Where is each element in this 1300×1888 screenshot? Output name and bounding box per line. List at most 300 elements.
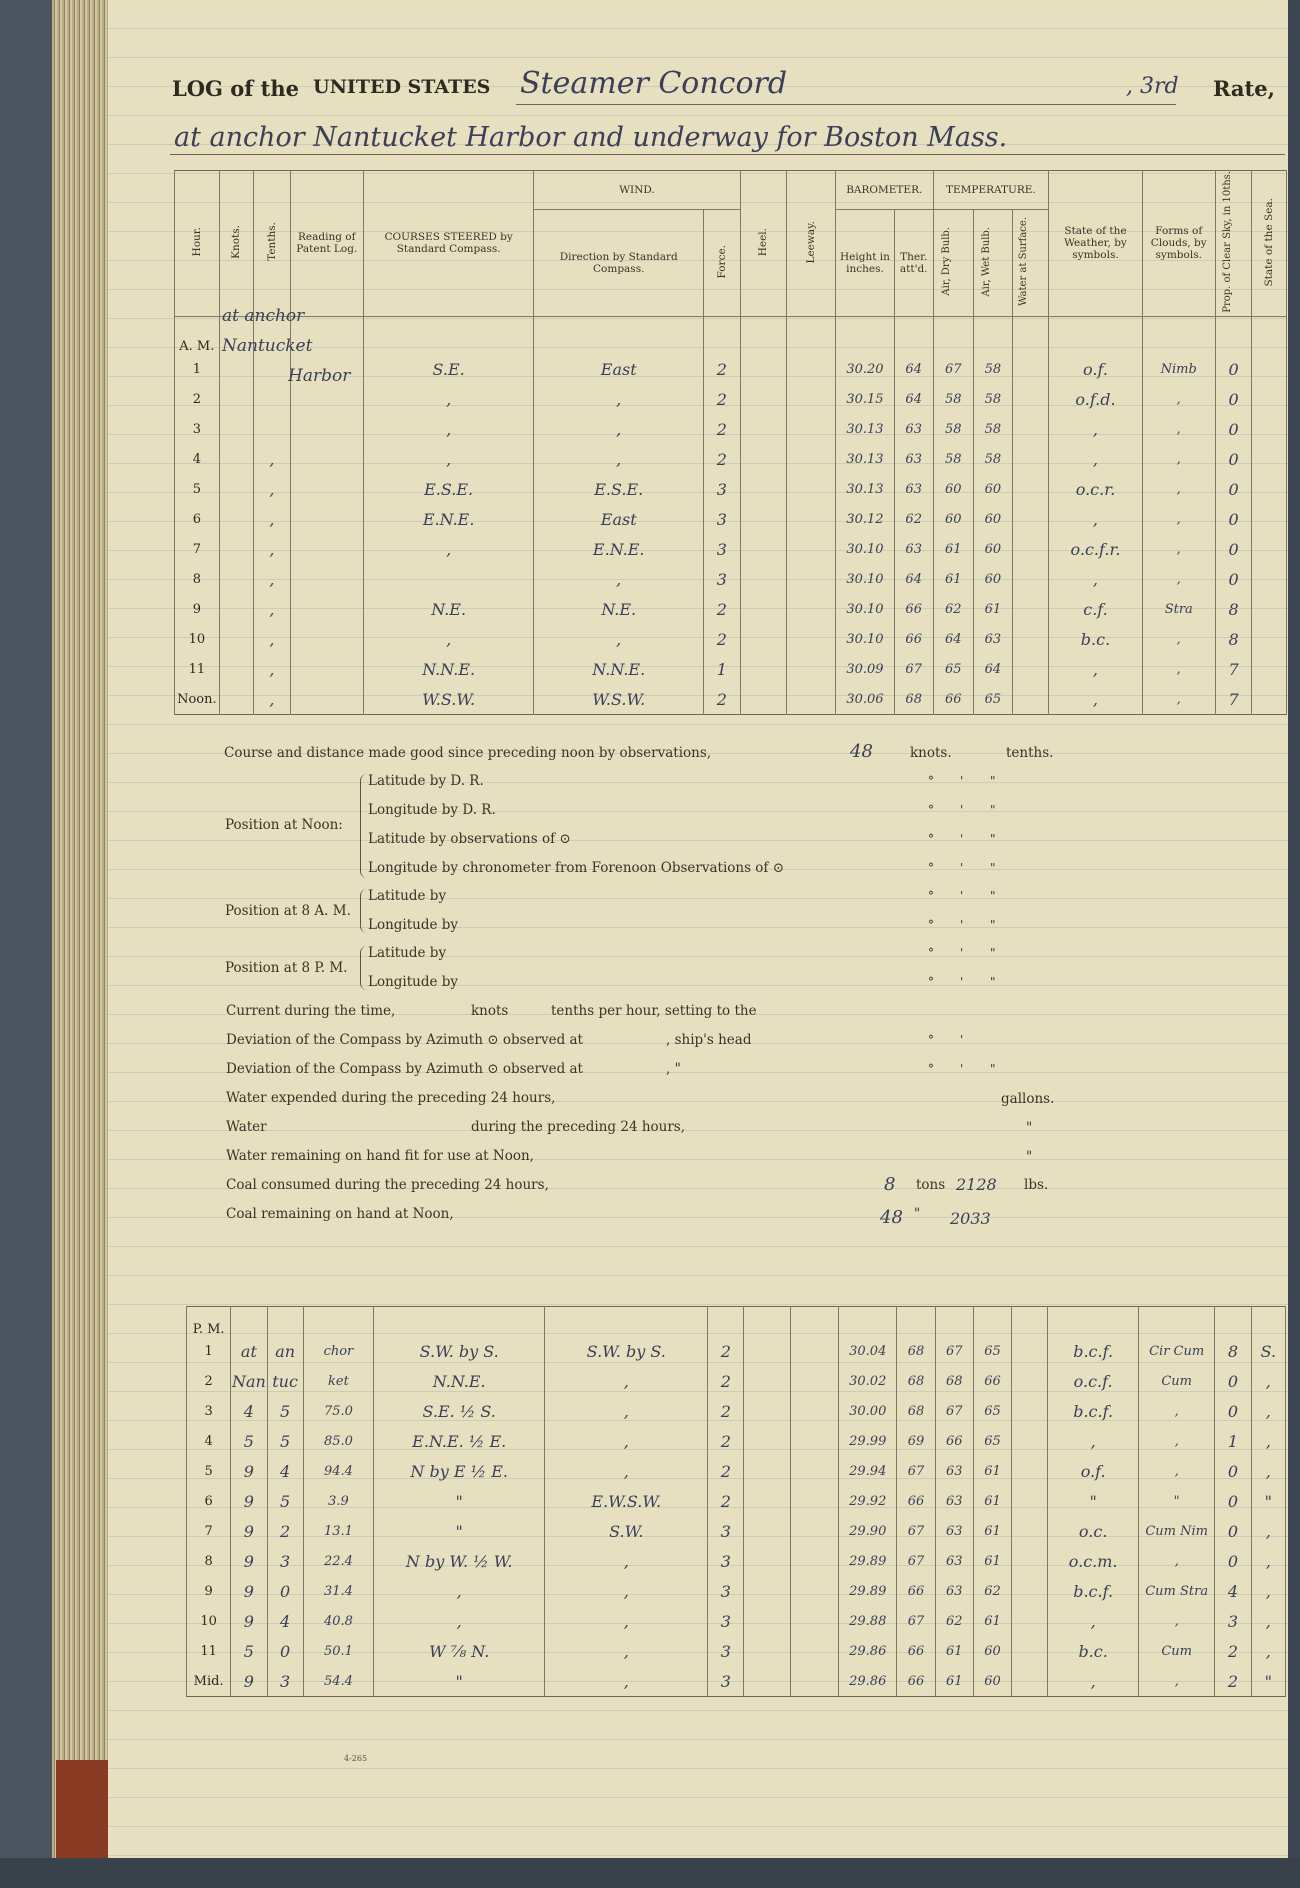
- course-cell: S.E.: [363, 354, 534, 384]
- sea-cell: ,: [1251, 1577, 1285, 1607]
- leeway-cell: [790, 1607, 838, 1637]
- sea-cell: [1252, 654, 1287, 684]
- hour-cell: 3: [187, 1397, 231, 1427]
- air-dry-cell: 67: [933, 354, 974, 384]
- leeway-cell: [787, 474, 836, 504]
- sea-cell: ,: [1251, 1517, 1285, 1547]
- pm-label-spacer: [374, 1307, 545, 1337]
- am-label-spacer: [1252, 316, 1287, 354]
- air-dry-cell: 60: [933, 474, 974, 504]
- coordinate-mark: ': [960, 946, 964, 960]
- water-label: Water: [226, 1119, 267, 1135]
- tenths-cell: [254, 354, 291, 384]
- wind-force-cell: 2: [704, 384, 741, 414]
- pm-label-spacer: [708, 1307, 744, 1337]
- clear-sky-cell: 0: [1215, 534, 1252, 564]
- ther-att-cell: 67: [894, 654, 933, 684]
- barometer-cell: 30.10: [836, 594, 895, 624]
- wind-force-cell: 3: [708, 1607, 744, 1637]
- pm-label-spacer: [839, 1307, 897, 1337]
- clouds-cell: Cum Nim: [1138, 1517, 1214, 1547]
- air-dry-cell: 61: [935, 1667, 973, 1697]
- clouds-cell: ,: [1142, 654, 1215, 684]
- wind-force-cell: 1: [704, 654, 741, 684]
- lat-obs-label: Latitude by observations of ⊙: [368, 831, 571, 847]
- tenths-cell: ,: [254, 684, 291, 714]
- weather-cell: o.c.m.: [1048, 1547, 1139, 1577]
- am-location-note: Harbor: [288, 366, 351, 386]
- leeway-cell: [787, 684, 836, 714]
- current-knots-label: knots: [471, 1003, 509, 1019]
- air-wet-cell: 60: [974, 534, 1013, 564]
- coal-consumed-lbs: 2128: [956, 1175, 997, 1194]
- wind-force-cell: 2: [708, 1487, 744, 1517]
- heel-cell: [744, 1397, 790, 1427]
- ther-att-cell: 67: [897, 1457, 935, 1487]
- wind-force-cell: 3: [704, 474, 741, 504]
- barometer-cell: 29.88: [839, 1607, 897, 1637]
- heel-cell: [744, 1547, 790, 1577]
- wind-direction-cell: N.E.: [534, 594, 704, 624]
- barometer-cell: 30.09: [836, 654, 895, 684]
- coordinate-mark: ': [960, 861, 964, 875]
- wind-direction-cell: ,: [534, 444, 704, 474]
- table-row: [175, 624, 1287, 654]
- knots-cell: [219, 624, 254, 654]
- tenths-cell: [254, 384, 291, 414]
- barometer-cell: 29.86: [839, 1667, 897, 1697]
- wind-force-cell: 2: [708, 1367, 744, 1397]
- water-surface-cell: [1012, 624, 1049, 654]
- ther-att-cell: 64: [894, 564, 933, 594]
- tenths-cell: 0: [267, 1577, 303, 1607]
- air-wet-cell: 60: [973, 1667, 1011, 1697]
- heel-cell: [744, 1577, 790, 1607]
- water-surface-cell: [1012, 1427, 1048, 1457]
- wind-force-cell: 3: [704, 504, 741, 534]
- tenths-cell: 5: [267, 1427, 303, 1457]
- pm-label-spacer: [267, 1307, 303, 1337]
- barometer-cell: 30.13: [836, 444, 895, 474]
- tenths-cell: ,: [254, 444, 291, 474]
- clouds-cell: ,: [1142, 504, 1215, 534]
- lat-dr-label: Latitude by D. R.: [368, 773, 484, 789]
- weather-cell: o.c.r.: [1049, 474, 1142, 504]
- pm-label-spacer: [973, 1307, 1011, 1337]
- pm-label-spacer: [790, 1307, 838, 1337]
- weather-cell: o.f.: [1048, 1457, 1139, 1487]
- am-label-spacer: [704, 316, 741, 354]
- course-cell: ": [374, 1517, 545, 1547]
- position-8am-brace: [360, 889, 367, 933]
- ther-att-cell: 64: [894, 354, 933, 384]
- coordinate-mark: ": [990, 975, 996, 989]
- wind-direction-cell: ,: [534, 564, 704, 594]
- patent-log-cell: 50.1: [303, 1637, 373, 1667]
- weather-cell: ,: [1049, 654, 1142, 684]
- clear-sky-cell: 0: [1215, 1517, 1251, 1547]
- coordinate-mark: °: [928, 1033, 934, 1047]
- wind-direction-cell: W.S.W.: [534, 684, 704, 714]
- deviation2-ditto: , ": [666, 1061, 681, 1077]
- table-row: [175, 594, 1287, 624]
- barometer-cell: 30.15: [836, 384, 895, 414]
- coordinate-mark: ": [990, 861, 996, 875]
- heel-header: Heel.: [740, 171, 787, 317]
- table-row: [187, 1337, 1286, 1367]
- leeway-cell: [790, 1487, 838, 1517]
- air-dry-cell: 61: [935, 1637, 973, 1667]
- air-wet-cell: 65: [974, 684, 1013, 714]
- table-row: [187, 1397, 1286, 1427]
- weather-cell: o.f.: [1049, 354, 1142, 384]
- weather-header: State of the Weather, by symbols.: [1049, 171, 1142, 317]
- knots-cell: 9: [231, 1607, 267, 1637]
- clear-sky-cell: 0: [1215, 444, 1252, 474]
- course-distance-value: 48: [850, 741, 873, 762]
- wind-force-cell: 2: [704, 594, 741, 624]
- wind-force-cell: 2: [704, 354, 741, 384]
- patent-log-cell: [290, 594, 363, 624]
- wind-force-cell: 3: [708, 1547, 744, 1577]
- tenths-header: Tenths.: [254, 171, 291, 317]
- water-surface-cell: [1012, 594, 1049, 624]
- wind-force-header: Force.: [704, 210, 741, 317]
- position-noon-label: Position at Noon:: [225, 817, 343, 833]
- coordinate-mark: ': [960, 832, 964, 846]
- hour-cell: 7: [187, 1517, 231, 1547]
- weather-cell: ,: [1049, 504, 1142, 534]
- clouds-cell: Cum: [1138, 1637, 1214, 1667]
- ther-att-cell: 69: [897, 1427, 935, 1457]
- leeway-cell: [787, 624, 836, 654]
- table-row: [187, 1457, 1286, 1487]
- deviation2-label: Deviation of the Compass by Azimuth ⊙ observed at: [226, 1061, 583, 1077]
- leeway-cell: [790, 1667, 838, 1697]
- clear-sky-cell: 8: [1215, 594, 1252, 624]
- hour-cell: 4: [175, 444, 220, 474]
- patent-log-header: Reading of Patent Log.: [290, 171, 363, 317]
- patent-log-cell: [290, 654, 363, 684]
- clouds-cell: Cir Cum: [1138, 1337, 1214, 1367]
- hour-cell: 6: [187, 1487, 231, 1517]
- coordinate-mark: ': [960, 1033, 964, 1047]
- wind-direction-cell: ,: [545, 1397, 708, 1427]
- sea-cell: ,: [1251, 1607, 1285, 1637]
- wind-force-cell: 2: [708, 1427, 744, 1457]
- pm-label-spacer: [303, 1307, 373, 1337]
- air-dry-cell: 62: [933, 594, 974, 624]
- pm-label-spacer: [744, 1307, 790, 1337]
- air-wet-cell: 58: [974, 354, 1013, 384]
- table-row: [187, 1637, 1286, 1667]
- book-spine: [52, 0, 110, 1862]
- barometer-cell: 29.99: [839, 1427, 897, 1457]
- ther-att-cell: 63: [894, 414, 933, 444]
- air-wet-header: Air, Wet Bulb.: [974, 210, 1013, 317]
- air-wet-cell: 65: [973, 1337, 1011, 1367]
- sea-cell: [1252, 504, 1287, 534]
- sea-cell: ,: [1251, 1427, 1285, 1457]
- water-surface-cell: [1012, 354, 1049, 384]
- lon-chrono-label: Longitude by chronometer from Forenoon Observations of ⊙: [368, 860, 785, 876]
- sea-cell: [1252, 624, 1287, 654]
- air-wet-cell: 63: [974, 624, 1013, 654]
- knots-cell: [219, 684, 254, 714]
- ther-att-cell: 67: [897, 1547, 935, 1577]
- log-of-label: LOG of the: [172, 76, 299, 101]
- current-tenths-label: tenths per hour, setting to the: [551, 1003, 757, 1019]
- sea-cell: [1252, 384, 1287, 414]
- ther-att-cell: 66: [897, 1487, 935, 1517]
- clear-sky-cell: 0: [1215, 474, 1252, 504]
- tenths-cell: ,: [254, 624, 291, 654]
- hour-cell: 9: [187, 1577, 231, 1607]
- tenths-cell: ,: [254, 594, 291, 624]
- weather-cell: ,: [1048, 1667, 1139, 1697]
- lbs-unit: lbs.: [1024, 1177, 1049, 1193]
- air-dry-cell: 58: [933, 414, 974, 444]
- weather-cell: o.c.f.: [1048, 1367, 1139, 1397]
- coal-remaining-tons: 48: [880, 1207, 903, 1228]
- knots-cell: [219, 444, 254, 474]
- knots-cell: 9: [231, 1487, 267, 1517]
- wind-direction-cell: ,: [534, 414, 704, 444]
- knots-cell: 5: [231, 1637, 267, 1667]
- water-surface-cell: [1012, 1547, 1048, 1577]
- leeway-cell: [787, 444, 836, 474]
- barometer-cell: 30.10: [836, 564, 895, 594]
- temperature-header: TEMPERATURE.: [933, 171, 1049, 210]
- hour-cell: 5: [175, 474, 220, 504]
- pm-label-spacer: [1215, 1307, 1251, 1337]
- clouds-cell: ,: [1142, 444, 1215, 474]
- coordinate-mark: °: [928, 975, 934, 989]
- patent-log-cell: ket: [303, 1367, 373, 1397]
- barometer-cell: 30.06: [836, 684, 895, 714]
- wind-direction-cell: ,: [534, 384, 704, 414]
- heel-cell: [740, 624, 787, 654]
- tenths-cell: ,: [254, 474, 291, 504]
- weather-cell: ,: [1049, 414, 1142, 444]
- leeway-cell: [787, 504, 836, 534]
- leeway-cell: [787, 654, 836, 684]
- air-wet-cell: 58: [974, 384, 1013, 414]
- air-dry-cell: 67: [935, 1337, 973, 1367]
- patent-log-cell: [290, 444, 363, 474]
- lat-8pm-label: Latitude by: [368, 945, 447, 961]
- clouds-cell: ,: [1142, 534, 1215, 564]
- wind-direction-cell: S.W.: [545, 1517, 708, 1547]
- table-row: [175, 384, 1287, 414]
- am-label-spacer: [974, 316, 1013, 354]
- wind-direction-cell: ,: [545, 1457, 708, 1487]
- knots-cell: 4: [231, 1397, 267, 1427]
- am-label-spacer: [534, 316, 704, 354]
- weather-cell: o.c.: [1048, 1517, 1139, 1547]
- am-label-spacer: [1049, 316, 1142, 354]
- leeway-cell: [790, 1637, 838, 1667]
- coordinate-mark: °: [928, 1062, 934, 1076]
- patent-log-cell: [290, 684, 363, 714]
- lon-8pm-label: Longitude by: [368, 974, 459, 990]
- hour-cell: 9: [175, 594, 220, 624]
- sea-cell: ,: [1251, 1637, 1285, 1667]
- ther-att-cell: 63: [894, 444, 933, 474]
- air-wet-cell: 66: [973, 1367, 1011, 1397]
- weather-cell: b.c.f.: [1048, 1397, 1139, 1427]
- sea-header: State of the Sea.: [1252, 171, 1287, 317]
- course-cell: W.S.W.: [363, 684, 534, 714]
- table-row: [187, 1517, 1286, 1547]
- course-cell: ,: [363, 534, 534, 564]
- sea-cell: [1252, 594, 1287, 624]
- sea-cell: ,: [1251, 1367, 1285, 1397]
- vessel-name: Steamer Concord: [520, 66, 788, 101]
- hour-cell: 7: [175, 534, 220, 564]
- table-row: [175, 564, 1287, 594]
- knots-cell: 9: [231, 1547, 267, 1577]
- patent-log-cell: 13.1: [303, 1517, 373, 1547]
- wind-direction-cell: ,: [545, 1547, 708, 1577]
- knots-cell: [219, 594, 254, 624]
- background-bottom: [0, 1858, 1300, 1888]
- clouds-cell: Cum Stra: [1138, 1577, 1214, 1607]
- patent-log-cell: [290, 414, 363, 444]
- tenths-unit: tenths.: [1006, 745, 1054, 761]
- ther-att-cell: 63: [894, 474, 933, 504]
- am-label-spacer: [933, 316, 974, 354]
- tenths-cell: 3: [267, 1667, 303, 1697]
- pm-label-spacer: [1138, 1307, 1214, 1337]
- air-wet-cell: 58: [974, 444, 1013, 474]
- am-label-spacer: [787, 316, 836, 354]
- water-surface-cell: [1012, 474, 1049, 504]
- pm-label-spacer: [897, 1307, 935, 1337]
- ther-att-header: Ther. att'd.: [894, 210, 933, 317]
- air-wet-cell: 62: [973, 1577, 1011, 1607]
- tenths-cell: ,: [254, 564, 291, 594]
- wind-force-cell: 2: [708, 1457, 744, 1487]
- height-header: Height in inches.: [836, 210, 895, 317]
- wind-direction-cell: East: [534, 504, 704, 534]
- sea-cell: [1252, 474, 1287, 504]
- am-label-spacer: [1142, 316, 1215, 354]
- tenths-cell: an: [267, 1337, 303, 1367]
- hour-cell: 2: [175, 384, 220, 414]
- deviation1-label: Deviation of the Compass by Azimuth ⊙ observed at: [226, 1032, 583, 1048]
- sea-cell: ": [1251, 1667, 1285, 1697]
- clear-sky-cell: 8: [1215, 1337, 1251, 1367]
- clouds-cell: ,: [1138, 1427, 1214, 1457]
- weather-cell: ,: [1048, 1607, 1139, 1637]
- wind-force-cell: 3: [708, 1577, 744, 1607]
- coordinate-mark: °: [928, 832, 934, 846]
- course-cell: N by W. ½ W.: [374, 1547, 545, 1577]
- hour-header: Hour.: [175, 171, 220, 317]
- clear-sky-cell: 0: [1215, 384, 1252, 414]
- clear-sky-cell: 0: [1215, 1547, 1251, 1577]
- ther-att-cell: 62: [894, 504, 933, 534]
- air-wet-cell: 60: [974, 474, 1013, 504]
- ther-att-cell: 66: [897, 1667, 935, 1697]
- patent-log-cell: 31.4: [303, 1577, 373, 1607]
- wind-direction-cell: E.S.E.: [534, 474, 704, 504]
- heel-cell: [744, 1427, 790, 1457]
- barometer-cell: 30.12: [836, 504, 895, 534]
- knots-cell: [219, 654, 254, 684]
- knots-cell: at: [231, 1337, 267, 1367]
- barometer-cell: 30.10: [836, 534, 895, 564]
- wind-force-cell: 2: [704, 684, 741, 714]
- am-label-spacer: [1012, 316, 1049, 354]
- position-8pm-label: Position at 8 P. M.: [225, 960, 348, 976]
- air-wet-cell: 64: [974, 654, 1013, 684]
- patent-log-cell: [290, 474, 363, 504]
- hour-cell: 1: [187, 1337, 231, 1367]
- weather-cell: ": [1048, 1487, 1139, 1517]
- table-row: [187, 1427, 1286, 1457]
- leeway-cell: [790, 1517, 838, 1547]
- knots-unit: knots.: [910, 745, 952, 761]
- air-wet-cell: 61: [973, 1607, 1011, 1637]
- patent-log-cell: 75.0: [303, 1397, 373, 1427]
- water-surface-cell: [1012, 384, 1049, 414]
- heel-cell: [740, 384, 787, 414]
- clear-sky-cell: 0: [1215, 1487, 1251, 1517]
- barometer-cell: 29.89: [839, 1577, 897, 1607]
- air-wet-cell: 61: [973, 1517, 1011, 1547]
- knots-cell: Nan: [231, 1367, 267, 1397]
- clouds-cell: Stra: [1142, 594, 1215, 624]
- clouds-cell: ,: [1142, 624, 1215, 654]
- position-noon-brace: [360, 774, 367, 878]
- am-label-spacer: [894, 316, 933, 354]
- wind-force-cell: 2: [708, 1397, 744, 1427]
- pm-label-spacer: [545, 1307, 708, 1337]
- coordinate-mark: ': [960, 803, 964, 817]
- hour-cell: 1: [175, 354, 220, 384]
- air-dry-cell: 58: [933, 444, 974, 474]
- clear-sky-cell: 0: [1215, 1367, 1251, 1397]
- patent-log-cell: 54.4: [303, 1667, 373, 1697]
- pm-label-spacer: [1048, 1307, 1139, 1337]
- table-row: [175, 654, 1287, 684]
- sea-cell: S.: [1251, 1337, 1285, 1367]
- course-cell: S.W. by S.: [374, 1337, 545, 1367]
- sea-cell: ,: [1251, 1457, 1285, 1487]
- patent-log-cell: [290, 624, 363, 654]
- heel-cell: [740, 564, 787, 594]
- knots-cell: [219, 564, 254, 594]
- clouds-cell: ,: [1142, 684, 1215, 714]
- air-dry-cell: 61: [933, 564, 974, 594]
- ther-att-cell: 68: [897, 1367, 935, 1397]
- coal-remaining-label: Coal remaining on hand at Noon,: [226, 1206, 454, 1222]
- table-row: [187, 1607, 1286, 1637]
- ther-att-cell: 67: [897, 1517, 935, 1547]
- ther-att-cell: 63: [894, 534, 933, 564]
- clear-sky-header: Prop. of Clear Sky, in 10ths.: [1215, 171, 1252, 317]
- barometer-cell: 29.90: [839, 1517, 897, 1547]
- coordinate-mark: °: [928, 803, 934, 817]
- knots-cell: [219, 534, 254, 564]
- patent-log-cell: [290, 564, 363, 594]
- wind-direction-cell: N.N.E.: [534, 654, 704, 684]
- hour-cell: 10: [175, 624, 220, 654]
- weather-cell: ,: [1049, 564, 1142, 594]
- water-surface-cell: [1012, 1397, 1048, 1427]
